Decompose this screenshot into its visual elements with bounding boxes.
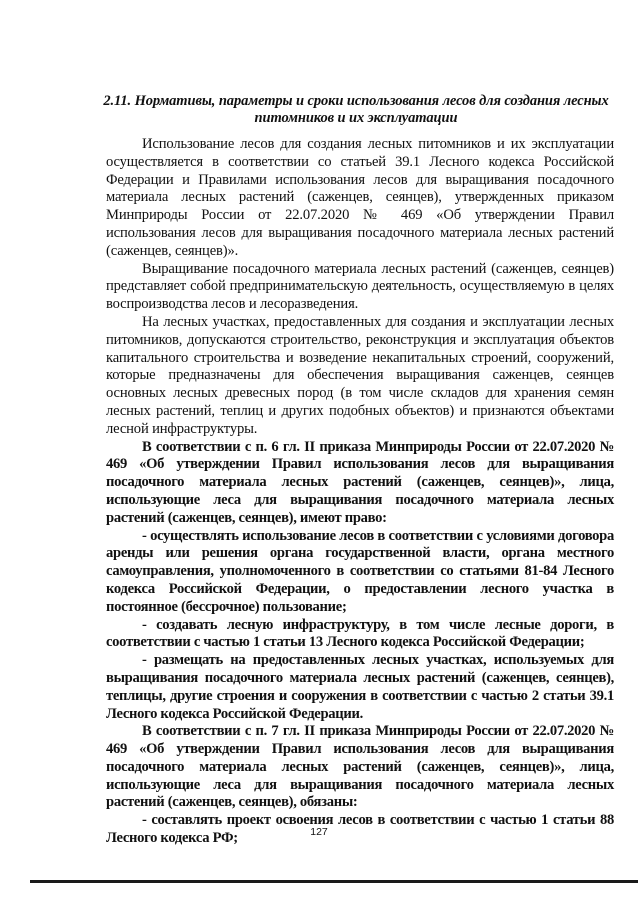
list-item: - размещать на предоставленных лесных участках, используемых для выращивания посадочного материала лесных растений (саженцев, сеянцев), теплицы, другие строения и сооружения в соответствии с частью 2 статьи 39.1 Лесного кодекса Российской Федерации. (106, 652, 614, 722)
section-title: Нормативы, параметры и сроки использования лесов для создания лесных питомников и их эксплуатации (134, 93, 609, 126)
list-item: - составлять проект освоения лесов в соответствии с частью 1 статьи 88 Лесного кодекса РФ; (106, 812, 614, 847)
paragraph: В соответствии с п. 6 гл. II приказа Минприроды России от 22.07.2020 № 469 «Об утверждении Правил использования лесов для выращивания посадочного материала лесных растений (саженцев, сеянцев)», лица, использующие леса для выращивания посадочного материала лесных растений (саженцев, сеянцев), имеют право: (106, 438, 614, 526)
footer-rule (30, 880, 638, 883)
paragraph: В соответствии с п. 7 гл. II приказа Минприроды России от 22.07.2020 № 469 «Об утверждении Правил использования лесов для выращивания посадочного материала лесных растений (саженцев, сеянцев)», лица, использующие леса для выращивания посадочного материала лесных растений (саженцев, сеянцев), обязаны: (106, 723, 614, 811)
document-body (106, 136, 614, 848)
page-number: 127 (310, 826, 328, 838)
paragraph: Выращивание посадочного материала лесных растений (саженцев, сеянцев) представляет собой предпринимательскую деятельность, осуществляемую в целях воспроизводства лесов и лесоразведения. (106, 260, 614, 313)
list-item: - создавать лесную инфраструктуру, в том числе лесные дороги, в соответствии с частью 1 статьи 13 Лесного кодекса Российской Федерации; (106, 616, 614, 651)
section-number: 2.11. (103, 93, 132, 109)
list-item: - осуществлять использование лесов в соответствии с условиями договора аренды или решения органа государственной власти, органа местного самоуправления, уполномоченного в соответствии со статьями 81-84 Лесного кодекса Российской Федерации, о предоставлении лесного участка в постоянное (бессрочное) пользование; (106, 527, 614, 615)
paragraph: На лесных участках, предоставленных для создания и эксплуатации лесных питомников, допускаются строительство, реконструкция и эксплуатация объектов капитального строительства и возведение некапитальных строений, сооружений, которые предназначены для обеспечения выращивания саженцев, сеянцев основных лесных древесных пород (в том числе складов для хранения семян лесных растений, теплиц и других подобных объектов) и признаются объектами лесной инфраструктуры. (106, 313, 614, 437)
section-heading (100, 93, 612, 127)
paragraph: Использование лесов для создания лесных питомников и их эксплуатации осуществляется в соответствии со статьей 39.1 Лесного кодекса Российской Федерации и Правилами использования лесов для выращивания посадочного материала лесных растений (саженцев, сеянцев), утвержденных приказом Минприроды России от 22.07.2020 № 469 «Об утверждении Правил использования лесов для выращивания посадочного материала лесных растений (саженцев, сеянцев)». (106, 136, 614, 259)
